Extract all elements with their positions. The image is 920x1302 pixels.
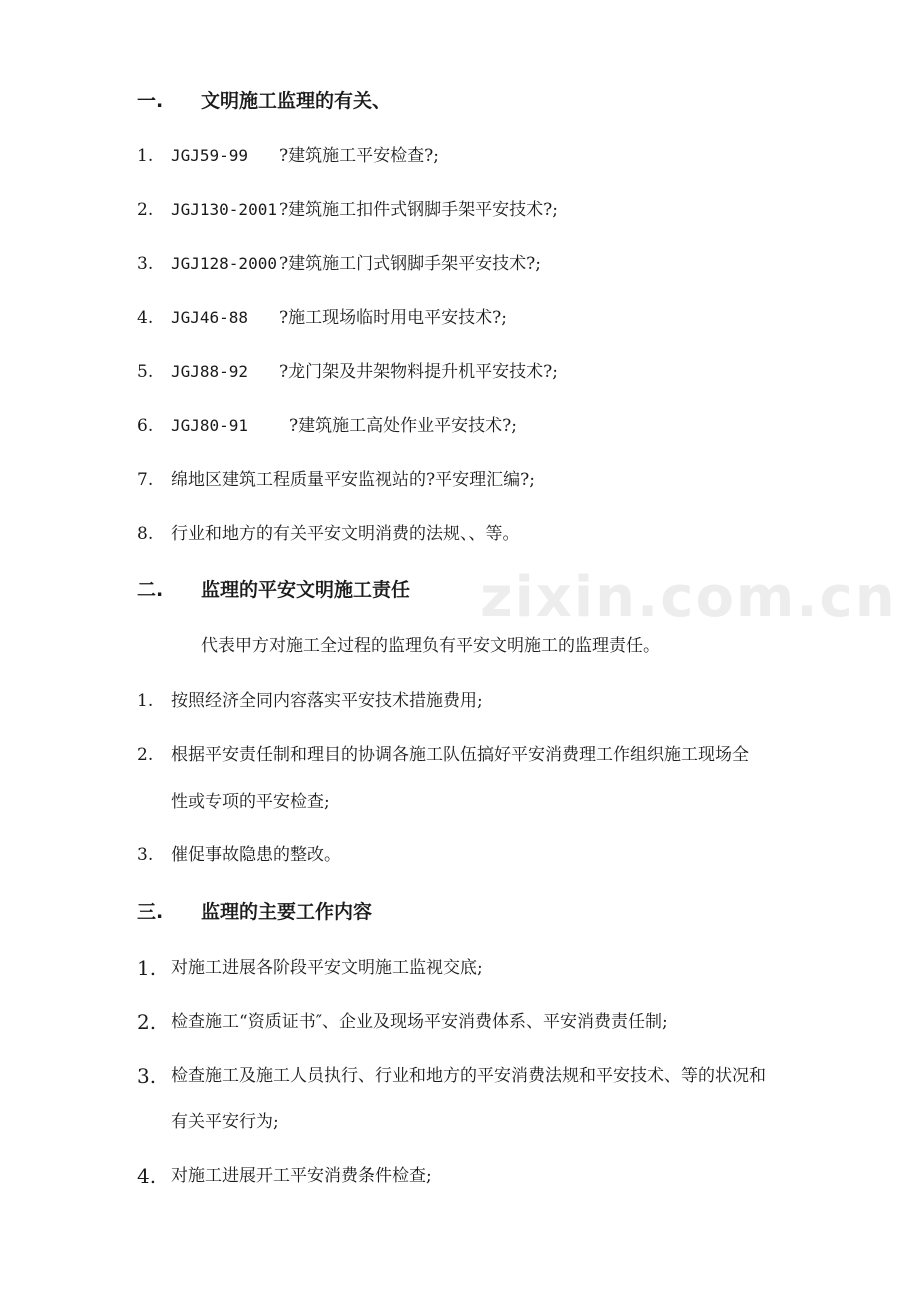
item-number: 4. [137, 1164, 157, 1188]
section-number: 二. [137, 579, 164, 601]
item-number: 8. [137, 524, 154, 544]
watermark: zixin.com.cn [480, 565, 897, 630]
section-title: 监理的主要工作内容 [201, 901, 373, 923]
section-intro: 代表甲方对施工全过程的监理负有平安文明施工的监理责任。 [201, 636, 660, 656]
item-number: 1. [137, 691, 154, 711]
item-text: ?龙门架及井架物料提升机平安技术?; [279, 362, 558, 382]
item-text: 对施工进展各阶段平安文明施工监视交底; [171, 958, 483, 978]
item-text: 检查施工“资质证书″、企业及现场平安消费体系、平安消费责任制; [171, 1012, 668, 1032]
item-text: 检查施工及施工人员执行、行业和地方的平安消费法规和平安技术、等的状况和 [171, 1066, 766, 1086]
section-title: 文明施工监理的有关、 [201, 90, 392, 112]
standard-code: JGJ130-2001 [171, 200, 277, 219]
standard-code: JGJ46-88 [171, 308, 249, 327]
item-text: 根据平安责任制和理目的协调各施工队伍搞好平安消费理工作组织施工现场全 [171, 745, 749, 765]
item-number: 6. [137, 416, 154, 436]
item-text: 行业和地方的有关平安文明消费的法规、、等。 [171, 524, 520, 544]
item-text: 按照经济全同内容落实平安技术措施费用; [171, 691, 483, 711]
section-number: 一. [137, 90, 164, 112]
item-number: 1. [137, 146, 154, 166]
item-number: 4. [137, 308, 154, 328]
item-number: 3. [137, 254, 154, 274]
section-number: 三. [137, 901, 164, 923]
item-number: 2. [137, 1010, 157, 1034]
item-text: 绵地区建筑工程质量平安监视站的?平安理汇编?; [171, 470, 535, 490]
item-text: 催促事故隐患的整改。 [171, 845, 341, 865]
item-number: 2. [137, 200, 154, 220]
item-text: ?建筑施工扣件式钢脚手架平安技术?; [279, 200, 558, 220]
item-text: ?建筑施工平安检查?; [279, 146, 439, 166]
item-text-continuation: 性或专项的平安检查; [171, 792, 330, 812]
item-number: 2. [137, 745, 154, 765]
standard-code: JGJ88-92 [171, 362, 249, 381]
item-number: 3. [137, 1064, 157, 1088]
item-number: 5. [137, 362, 154, 382]
item-number: 1. [137, 956, 157, 980]
item-number: 7. [137, 470, 154, 490]
section-title: 监理的平安文明施工责任 [201, 579, 411, 601]
item-text: 对施工进展开工平安消费条件检查; [171, 1166, 432, 1186]
item-text: ?施工现场临时用电平安技术?; [279, 308, 507, 328]
item-text: ?建筑施工高处作业平安技术?; [289, 416, 517, 436]
item-text-continuation: 有关平安行为; [171, 1112, 279, 1132]
standard-code: JGJ80-91 [171, 416, 249, 435]
standard-code: JGJ59-99 [171, 146, 249, 165]
standard-code: JGJ128-2000 [171, 254, 277, 273]
item-number: 3. [137, 845, 154, 865]
item-text: ?建筑施工门式钢脚手架平安技术?; [279, 254, 541, 274]
